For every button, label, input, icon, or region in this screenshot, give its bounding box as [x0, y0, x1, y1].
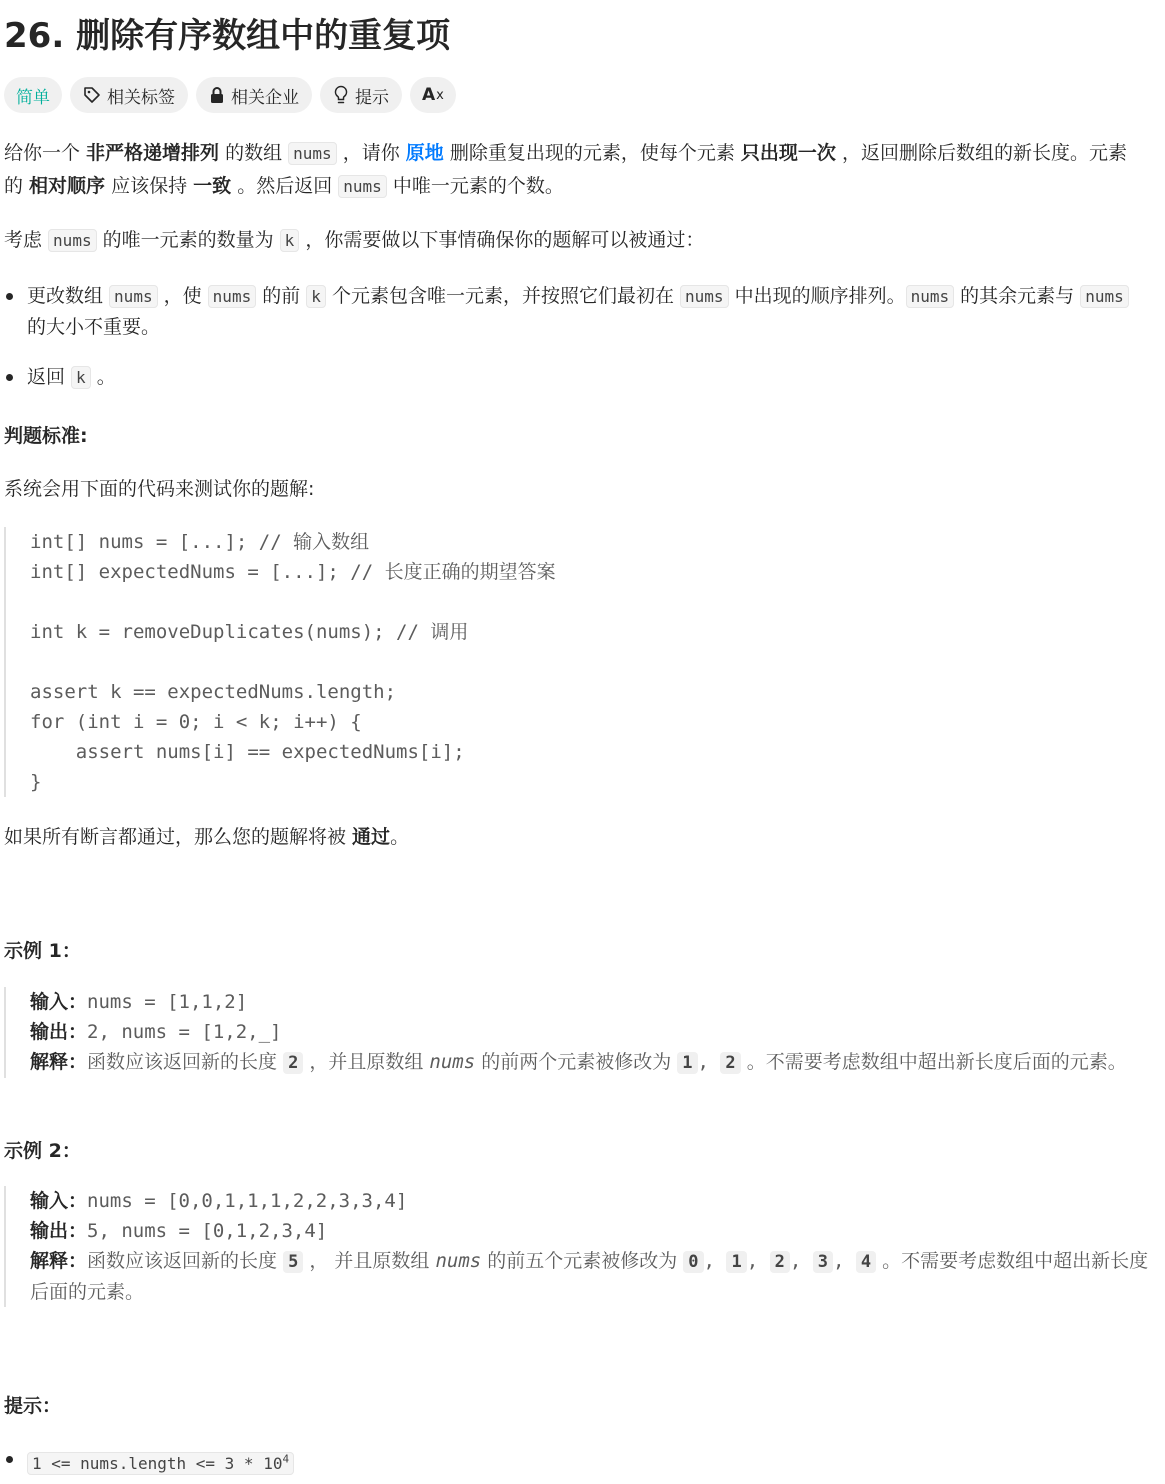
code-line: [30, 647, 556, 677]
lock-icon: [209, 86, 225, 104]
related-companies-label: 相关企业: [231, 87, 299, 108]
translate-icon-sub: x: [436, 87, 444, 103]
code-line: for (int i = 0; i < k; i++) {: [30, 711, 362, 733]
bullet-dot: [6, 293, 13, 300]
constraint-item: [4, 1444, 1144, 1479]
example-1-heading: 示例 1：: [4, 940, 81, 962]
pass-text: 如果所有断言都通过，那么您的题解将被 通过。: [4, 826, 410, 848]
hint-button[interactable]: [320, 77, 402, 113]
code-line: int[] expectedNums = [...]; // 长度正确的期望答案: [30, 561, 556, 583]
translate-button[interactable]: [410, 77, 456, 113]
code-line: [30, 587, 556, 617]
list-item: 更改数组 nums ，使 nums 的前 k 个元素包含唯一元素，并按照它们最初在 nums 中出现的顺序排列。 nums 的其余元素与 nums 的大小不重要。: [4, 281, 1144, 343]
constraints-heading: 提示：: [4, 1395, 62, 1417]
tag-bar: [4, 77, 456, 113]
example-1-block: 输入：nums = [1,1,2] 输出：2, nums = [1,2,_] 解释：函数应该返回新的长度 2 ，并且原数组 nums 的前两个元素被修改为 1 , 2 。不需要考虑数组中超出新长度后面的元素。: [4, 987, 1150, 1078]
judge-text: 系统会用下面的代码来测试你的题解:: [4, 478, 315, 500]
related-tags-label: 相关标签: [107, 87, 175, 108]
code-line: assert nums[i] == expectedNums[i];: [30, 741, 465, 763]
description-paragraph-1: 给你一个 非严格递增排列 的数组 nums ，请你 原地 删除重复出现的元素，使每个元素 只出现一次 ，返回删除后数组的新长度。元素的 相对顺序 应该保持 一致 。然后返回 nums 中唯一元素的个数。: [4, 142, 1127, 197]
example-2-block: 输入：nums = [0,0,1,1,1,2,2,3,3,4] 输出：5, nums = [0,1,2,3,4] 解释：函数应该返回新的长度 5 ， 并且原数组 nums 的前五个元素被修改为 0 , 1 , 2 , 3 , 4 。不需要考虑数组中超出新长度后面的元素。: [4, 1186, 1150, 1307]
judge-code-block: [4, 527, 556, 797]
code-line: int[] nums = [...]; // 输入数组: [30, 531, 370, 553]
list-item: 返回 k 。: [4, 362, 1144, 393]
description-paragraph-2: 考虑 nums 的唯一元素的数量为 k ，你需要做以下事情确保你的题解可以被通过：: [4, 229, 705, 251]
difficulty-badge[interactable]: 简单: [4, 77, 62, 113]
code-line: }: [30, 771, 42, 793]
bullet-dot: [6, 1456, 13, 1463]
example-2-heading: 示例 2：: [4, 1140, 81, 1162]
code-line: assert k == expectedNums.length;: [30, 681, 397, 703]
tag-icon: [83, 86, 101, 104]
hint-label: 提示: [355, 87, 389, 108]
lightbulb-icon: [333, 85, 349, 105]
page-title: 26. 删除有序数组中的重复项: [4, 16, 451, 56]
related-tags-button[interactable]: [70, 77, 188, 113]
code-line: int k = removeDuplicates(nums); // 调用: [30, 621, 469, 643]
related-companies-button[interactable]: [196, 77, 312, 113]
judge-heading: 判题标准:: [4, 425, 88, 447]
bullet-dot: [6, 374, 13, 381]
translate-icon: A: [422, 85, 436, 105]
constraint-code: 1 <= nums.length <= $3 * 10^4$: [27, 1452, 294, 1475]
